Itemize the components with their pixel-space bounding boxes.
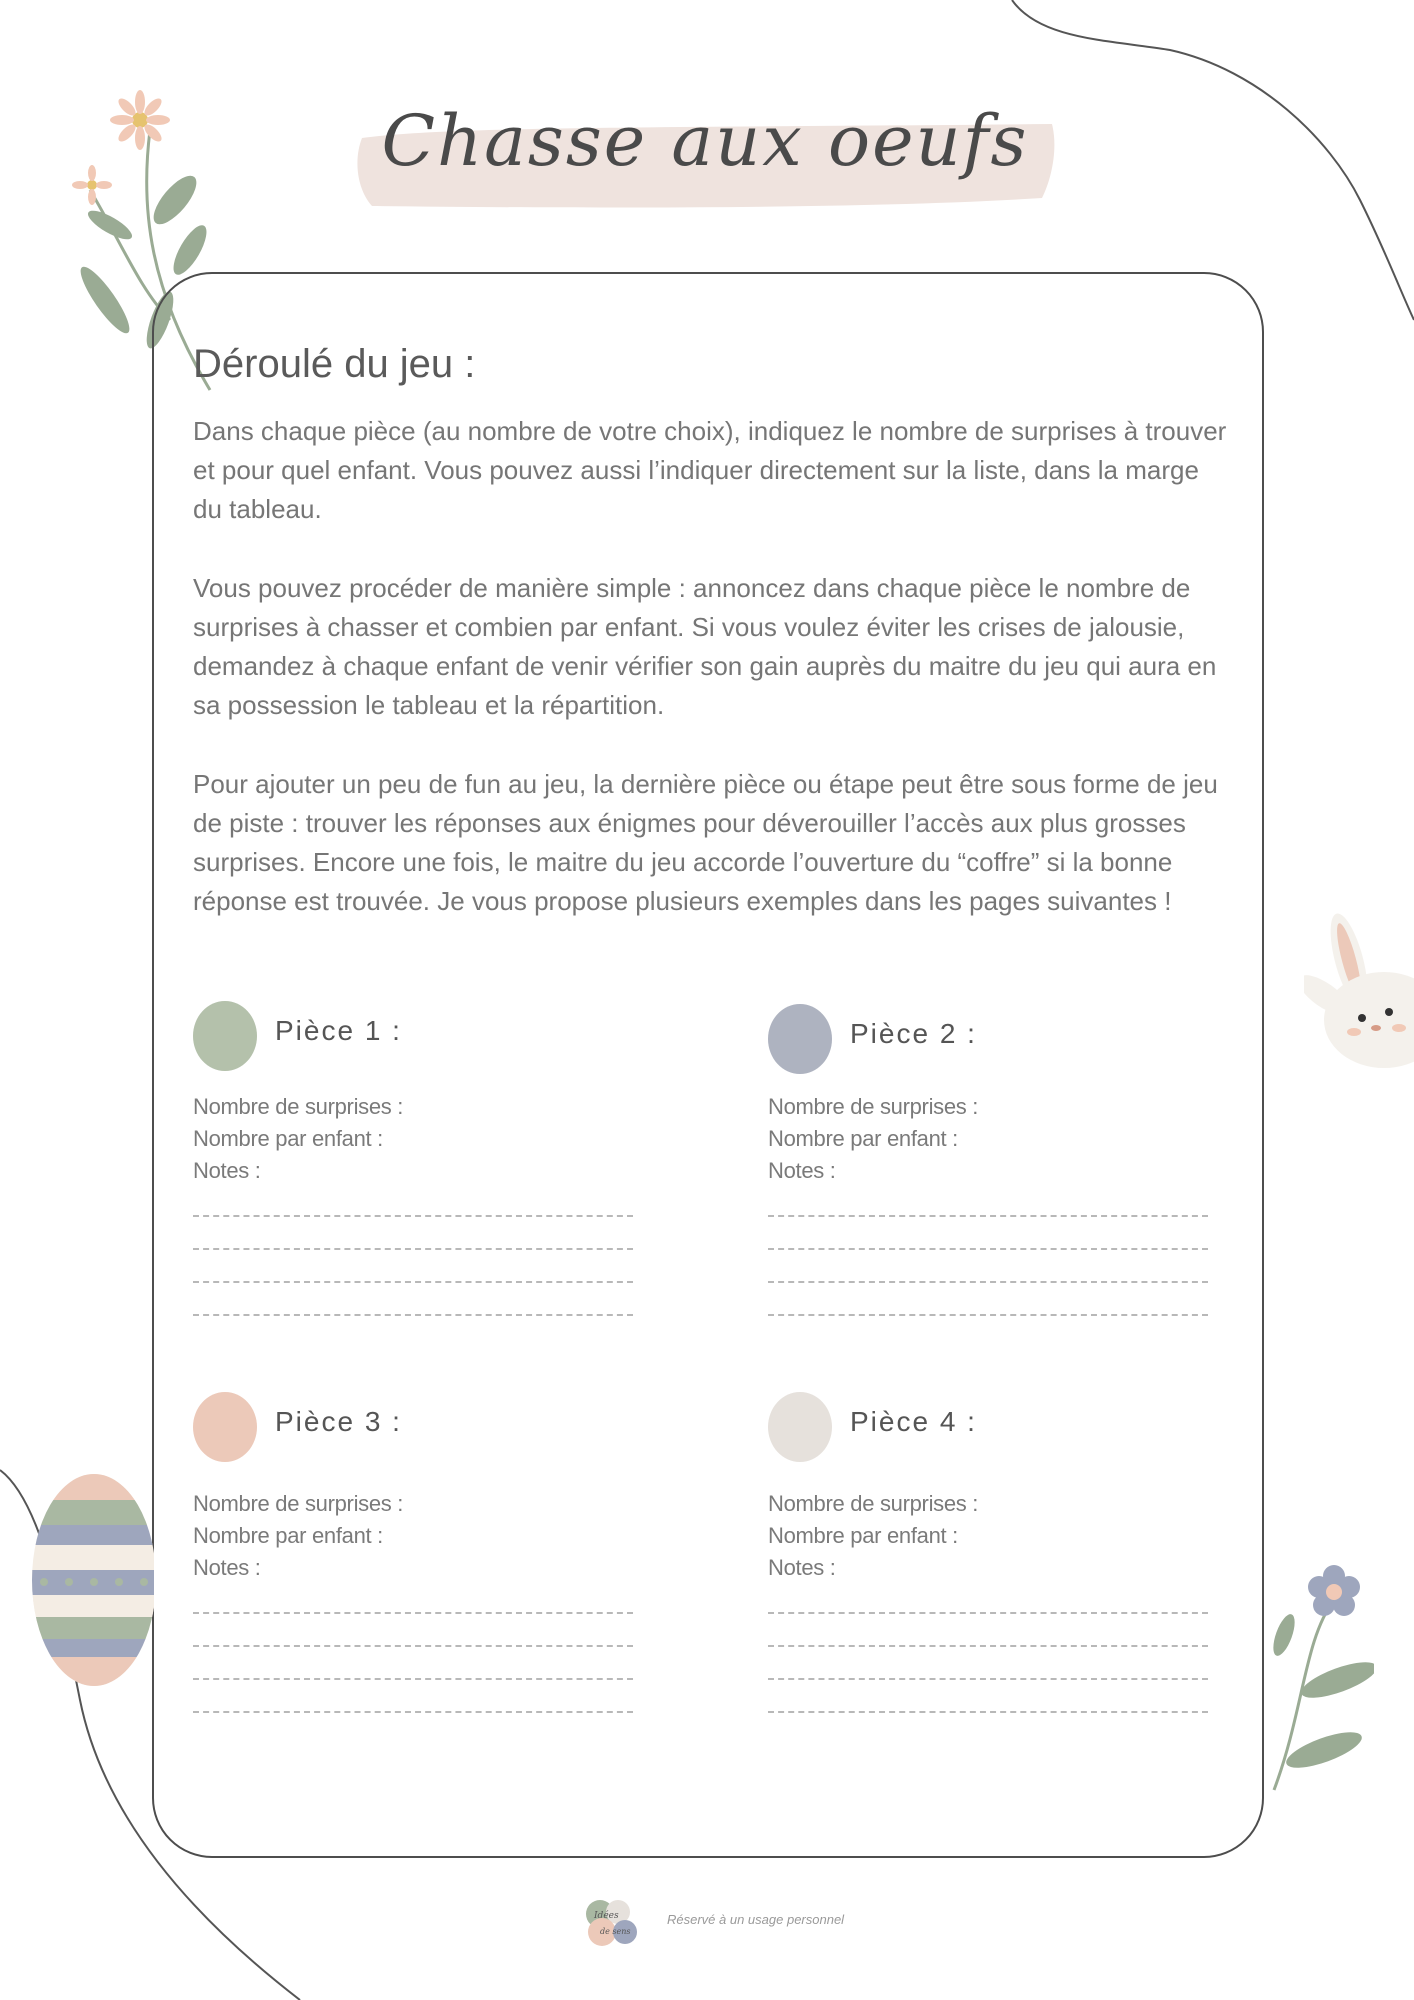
field-per-child: Nombre par enfant :: [768, 1523, 958, 1548]
page-title: Chasse aux oeufs: [381, 100, 1029, 182]
field-surprise-count: Nombre de surprises :: [768, 1491, 979, 1516]
notes-lines[interactable]: [193, 1598, 633, 1713]
field-surprise-count: Nombre de surprises :: [768, 1094, 979, 1119]
room-color-dot: [193, 1392, 257, 1462]
easter-egg-illustration: [24, 1470, 154, 1690]
field-notes: Notes :: [193, 1555, 261, 1580]
room-color-dot: [768, 1392, 832, 1462]
room-title: Pièce 2 :: [850, 1018, 977, 1049]
room-color-dot: [193, 1001, 257, 1071]
field-notes: Notes :: [768, 1158, 836, 1183]
room-fields: [768, 1488, 978, 1584]
room-title: Pièce 3 :: [275, 1406, 402, 1437]
section-heading: Déroulé du jeu :: [193, 342, 476, 386]
notes-lines[interactable]: [768, 1598, 1208, 1713]
room-block-2: [768, 1004, 1238, 1334]
logo-text-line2: de sens: [600, 1927, 631, 1936]
field-notes: Notes :: [768, 1555, 836, 1580]
field-per-child: Nombre par enfant :: [193, 1126, 383, 1151]
paragraph-intro: Dans chaque pièce (au nombre de votre choix), indiquez le nombre de surprises à trouver et pour quel enfant. Vous pouvez aussi l’indiquer directement sur la liste, dans la marge du tableau.: [193, 416, 1227, 524]
notes-lines[interactable]: [768, 1201, 1208, 1316]
room-fields: [193, 1488, 403, 1584]
field-surprise-count: Nombre de surprises :: [193, 1094, 404, 1119]
field-per-child: Nombre par enfant :: [193, 1523, 383, 1548]
room-color-dot: [768, 1004, 832, 1074]
room-block-4: [768, 1392, 1238, 1722]
room-block-1: [193, 1001, 663, 1331]
field-surprise-count: Nombre de surprises :: [193, 1491, 404, 1516]
field-per-child: Nombre par enfant :: [768, 1126, 958, 1151]
room-fields: [193, 1091, 403, 1187]
usage-notice: Réservé à un usage personnel: [667, 1912, 845, 1927]
room-fields: [768, 1091, 978, 1187]
notes-lines[interactable]: [193, 1201, 633, 1316]
logo-text-line1: Idées: [594, 1911, 619, 1921]
field-notes: Notes :: [193, 1158, 261, 1183]
paragraph-simple-method: Vous pouvez procéder de manière simple : annoncez dans chaque pièce le nombre de surprises à chasser et combien par enfant. Si vous voulez éviter les crises de jalousie, demandez à chaque enfant de venir vérifier son gain auprès du maitre du jeu qui aura en sa possession le tableau et la répartition.: [193, 573, 1217, 720]
bunny-illustration: [1304, 900, 1414, 1100]
room-block-3: [193, 1392, 663, 1722]
paragraph-treasure-hunt: Pour ajouter un peu de fun au jeu, la dernière pièce ou étape peut être sous forme de jeu de piste : trouver les réponses aux énigmes pour déverouiller l’accès aux plus grosses surprises. Encore une fois, le maitre du jeu accorde l’ouverture du “coffre” si la bonne réponse est trouvée. Je vous propose plusieurs exemples dans les pages suivantes !: [193, 769, 1218, 916]
flower-illustration: [1264, 1560, 1374, 1800]
room-title: Pièce 1 :: [275, 1015, 402, 1046]
room-title: Pièce 4 :: [850, 1406, 977, 1437]
brand-logo: [580, 1894, 650, 1950]
